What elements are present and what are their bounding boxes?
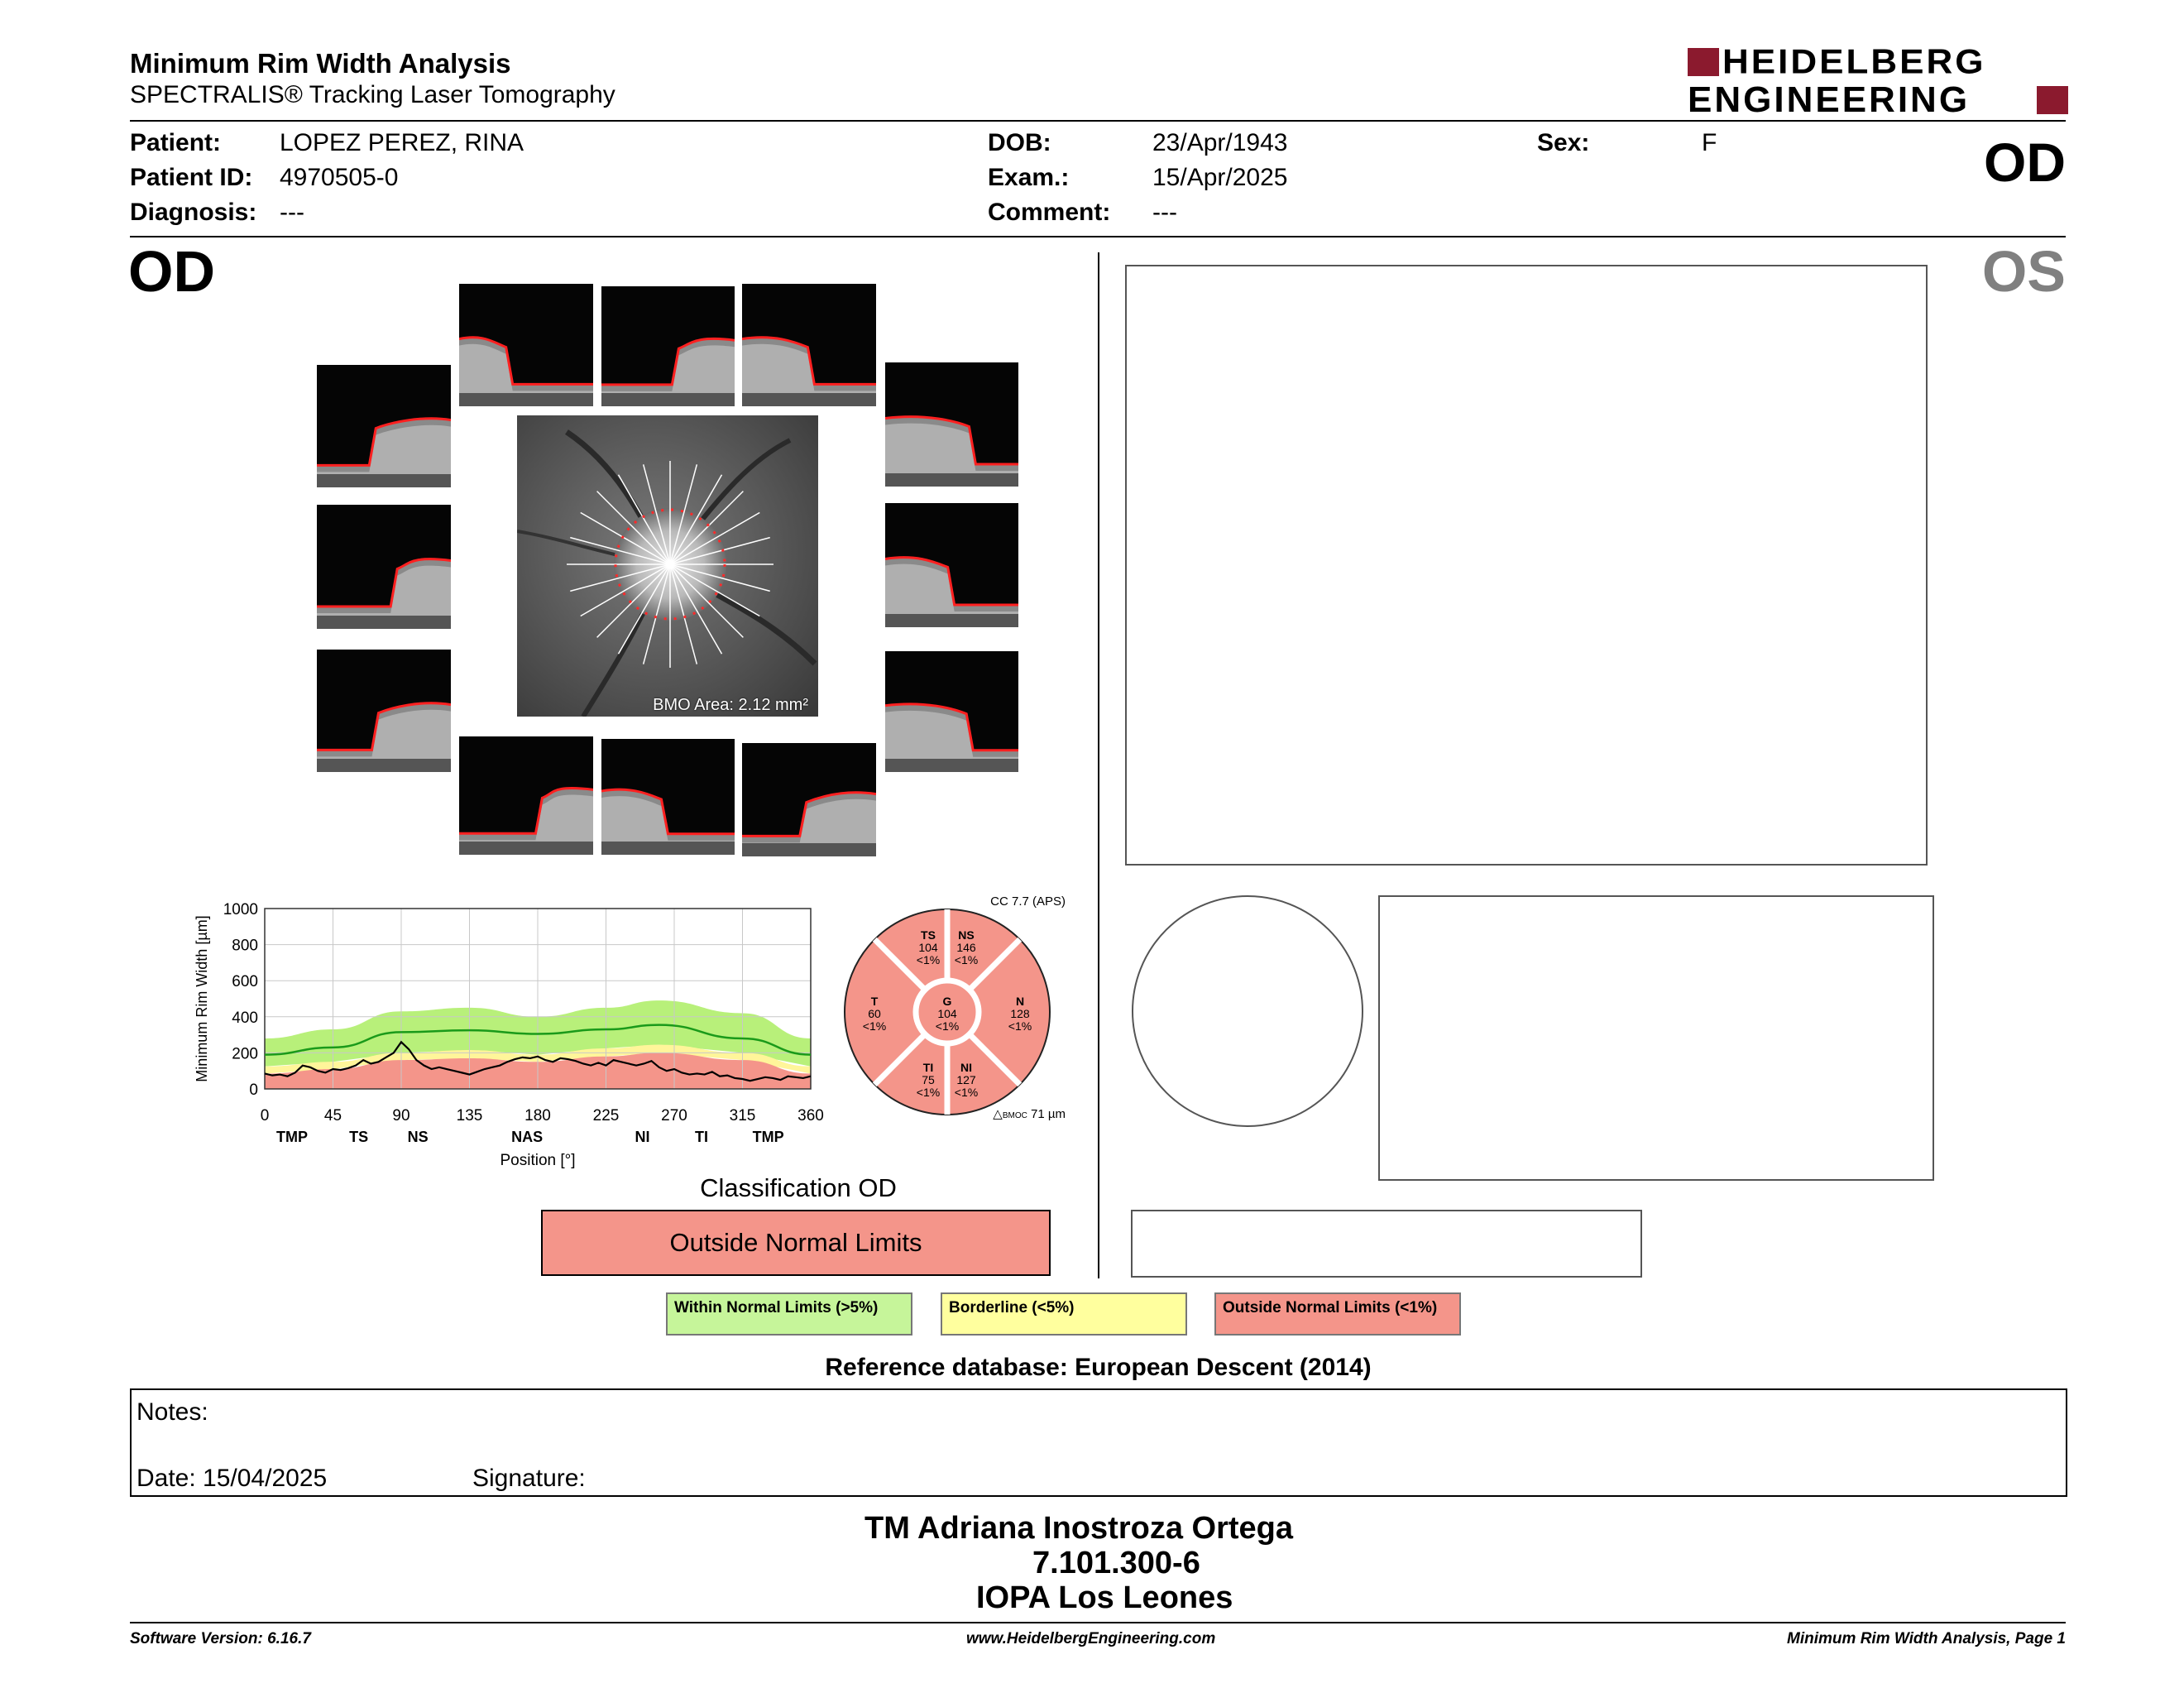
patient-label: Patient: (130, 129, 222, 156)
os-classification-panel (1131, 1210, 1642, 1278)
oct-bscan-thumbnail (885, 503, 1018, 627)
signature-label: Signature: (472, 1465, 586, 1492)
comment-value: --- (1152, 199, 1177, 226)
os-chart-panel (1378, 895, 1934, 1181)
exam-value: 15/Apr/2025 (1152, 164, 1288, 191)
sector-ts-text: <1% (916, 953, 941, 966)
software-version: Software Version: 6.16.7 (130, 1630, 311, 1647)
sector-g-text: G (942, 995, 952, 1008)
report-title: Minimum Rim Width Analysis (130, 48, 511, 79)
sector-t-text: <1% (862, 1019, 887, 1033)
x-tick-label: 135 (456, 1107, 483, 1125)
y-axis-title: Minimum Rim Width [µm] (194, 915, 210, 1082)
oct-bscan-thumbnail (885, 651, 1018, 772)
bmoc-readout (993, 1106, 1066, 1121)
y-tick-label: 0 (249, 1081, 258, 1099)
sector-ns-text: <1% (954, 953, 979, 966)
notes-label: Notes: (136, 1398, 208, 1426)
bmoc-value: 71 µm (1031, 1107, 1066, 1121)
sector-n-text: N (1015, 995, 1025, 1008)
signer-name: TM Adriana Inostroza Ortega (864, 1511, 1293, 1546)
header-eye-label: OD (1984, 132, 2066, 193)
os-image-panel (1125, 265, 1928, 866)
od-label: OD (128, 239, 215, 304)
sector-ns-text: 146 (956, 941, 976, 954)
fundus-image (517, 415, 818, 717)
diagnosis-label: Diagnosis: (130, 199, 257, 226)
legend-borderline: Borderline (<5%) (941, 1292, 1187, 1336)
exam-label: Exam.: (988, 164, 1070, 191)
sector-ts-text: TS (921, 928, 936, 942)
os-label: OS (1981, 239, 2066, 304)
cc-label: CC 7.7 (APS) (990, 894, 1066, 909)
x-tick-label: 0 (260, 1107, 270, 1125)
oct-bscan-thumbnail (459, 736, 593, 855)
logo-mark-bottom (2037, 86, 2068, 114)
y-tick-label: 1000 (223, 901, 258, 918)
x-axis-title: Position [°] (500, 1152, 576, 1169)
oct-bscan-thumbnail (317, 505, 451, 629)
logo-mark-top (1688, 48, 1719, 76)
sector-axis-label: TS (349, 1129, 369, 1145)
y-tick-label: 400 (232, 1009, 258, 1027)
patient-name: LOPEZ PEREZ, RINA (280, 129, 524, 156)
oct-bscan-thumbnail (601, 739, 735, 855)
mrw-chart (189, 894, 834, 1183)
diagnosis-value: --- (280, 199, 304, 226)
dob-value: 23/Apr/1943 (1152, 129, 1288, 156)
sector-g-text: 104 (937, 1007, 957, 1020)
sector-n-text: 128 (1010, 1007, 1030, 1020)
sector-wheel (836, 890, 1084, 1129)
oct-bscan-thumbnail (742, 743, 876, 856)
patient-id: 4970505-0 (280, 164, 399, 191)
x-tick-label: 180 (524, 1107, 551, 1125)
sector-n-text: <1% (1008, 1019, 1032, 1033)
classification-result-text: Outside Normal Limits (669, 1228, 922, 1257)
bmoc-sub: BMOC (1002, 1111, 1027, 1120)
sex-label: Sex: (1537, 129, 1590, 156)
footer-divider (130, 1622, 2066, 1623)
oct-bscan-thumbnail (459, 284, 593, 406)
classification-result (541, 1210, 1051, 1276)
legend-outside: Outside Normal Limits (<1%) (1214, 1292, 1461, 1336)
y-tick-label: 800 (232, 937, 258, 955)
classification-title: Classification OD (700, 1173, 897, 1202)
notes-box (130, 1388, 2067, 1497)
sector-ns-text: NS (958, 928, 975, 942)
sector-axis-label: NAS (511, 1129, 544, 1145)
header-divider (130, 120, 2066, 122)
sector-axis-label: TI (695, 1129, 708, 1145)
heidelberg-logo (1688, 42, 2068, 120)
oct-bscan-thumbnail (601, 286, 735, 406)
y-tick-label: 600 (232, 973, 258, 991)
logo-line1: HEIDELBERG (1722, 42, 1986, 81)
x-tick-label: 225 (592, 1107, 620, 1125)
x-tick-label: 360 (797, 1107, 824, 1125)
patient-id-label: Patient ID: (130, 164, 253, 191)
sector-ni-text: NI (960, 1061, 972, 1074)
page-footer-title: Minimum Rim Width Analysis, Page 1 (1787, 1630, 2066, 1647)
sector-ti-text: <1% (916, 1086, 941, 1099)
report-subtitle: SPECTRALIS® Tracking Laser Tomography (130, 81, 615, 108)
sector-g-text: <1% (935, 1019, 960, 1033)
os-sector-circle (1132, 895, 1363, 1127)
patient-divider (130, 236, 2066, 237)
sector-ni-text: 127 (956, 1073, 976, 1086)
y-tick-label: 200 (232, 1045, 258, 1063)
bmo-area-label: BMO Area: 2.12 mm² (653, 696, 808, 714)
legend-within: Within Normal Limits (>5%) (666, 1292, 912, 1336)
oct-bscan-thumbnail (885, 362, 1018, 487)
oct-bscan-thumbnail (742, 284, 876, 406)
sex-value: F (1702, 129, 1717, 156)
notes-date: Date: 15/04/2025 (136, 1465, 328, 1492)
column-divider (1098, 252, 1099, 1278)
sector-ti-text: 75 (922, 1073, 935, 1086)
signer-place: IOPA Los Leones (976, 1580, 1233, 1615)
sector-axis-label: TMP (752, 1129, 784, 1145)
sector-ts-text: 104 (918, 941, 938, 954)
website-link[interactable]: www.HeidelbergEngineering.com (966, 1630, 1216, 1647)
dob-label: DOB: (988, 129, 1051, 156)
signer-id: 7.101.300-6 (1032, 1546, 1200, 1580)
sector-t-text: 60 (868, 1007, 881, 1020)
sector-ti-text: TI (922, 1061, 934, 1074)
reference-database: Reference database: European Descent (2014) (825, 1354, 1372, 1381)
comment-label: Comment: (988, 199, 1111, 226)
oct-bscan-thumbnail (317, 365, 451, 487)
sector-axis-label: NI (635, 1129, 650, 1145)
x-tick-label: 90 (392, 1107, 410, 1125)
logo-line2: ENGINEERING (1688, 79, 1971, 120)
sector-axis-label: TMP (276, 1129, 308, 1145)
sector-t-text: T (870, 995, 879, 1008)
delta-icon: △ (993, 1107, 1003, 1121)
x-tick-label: 315 (729, 1107, 756, 1125)
sector-axis-label: NS (407, 1129, 429, 1145)
x-tick-label: 45 (323, 1107, 342, 1125)
sector-ni-text: <1% (954, 1086, 979, 1099)
x-tick-label: 270 (661, 1107, 687, 1125)
oct-bscan-thumbnail (317, 650, 451, 772)
